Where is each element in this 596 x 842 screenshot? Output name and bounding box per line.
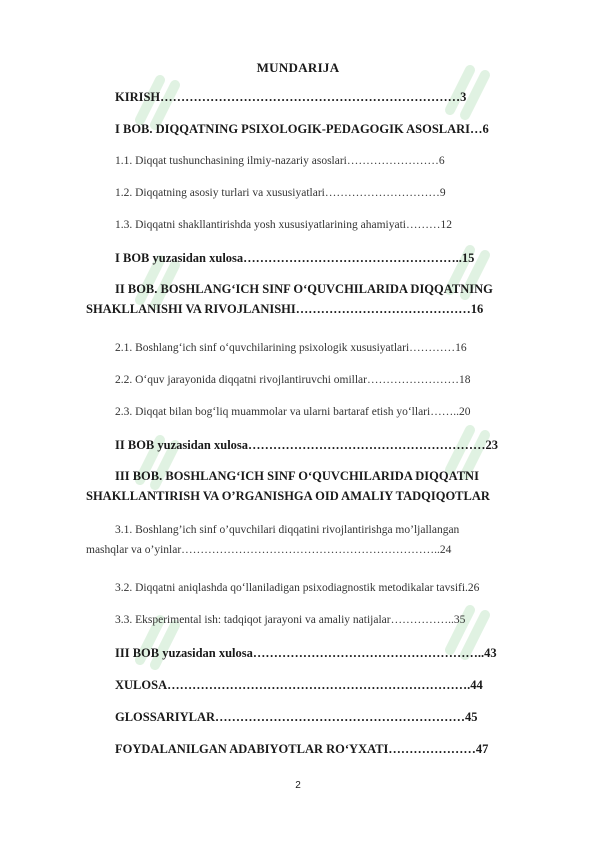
toc-entry-glossariylar: GLOSSARIYLAR……………………………………………………45 (115, 710, 478, 724)
toc-entry-2-1: 2.1. Boshlang‘ich sinf o‘quvchilarining psixologik xususiyatlari…………16 (115, 342, 467, 354)
toc-entry-chapter-3-line1: III BOB. BOSHLANG‘ICH SINF O‘QUVCHILARIDA DIQQATNI (115, 469, 479, 483)
toc-entry-2-2: 2.2. O‘quv jarayonida diqqatni rivojlantiruvchi omillar……………………18 (115, 374, 471, 386)
page-title: MUNDARIJA (256, 60, 340, 75)
toc-entry-3-1-line1: 3.1. Boshlang’ich sinf o’quvchilari diqqatini rivojlantirishga mo’ljallangan (115, 524, 460, 536)
toc-entry-chapter-3 (86, 466, 556, 506)
toc-entry-3-3: 3.3. Eksperimental ish: tadqiqot jarayoni va amaliy natijalar……………..35 (115, 614, 466, 626)
toc-entry-3-1 (86, 520, 556, 560)
toc-entry-chapter-2 (86, 279, 556, 319)
toc-entry-chapter-2-line1: II BOB. BOSHLANG‘ICH SINF O‘QUVCHILARIDA DIQQATNING (115, 282, 493, 296)
toc-entry-1-1: 1.1. Diqqat tushunchasining ilmiy-nazariy asoslari……………………6 (115, 155, 445, 167)
toc-entry-kirish: KIRISH………………………………………………………………3 (115, 90, 467, 104)
toc-entry-3-2: 3.2. Diqqatni aniqlashda qo‘llaniladigan psixodiagnostik metodikalar tavsifi.26 (115, 582, 480, 594)
toc-entry-chapter-2-summary: II BOB yuzasidan xulosa…………………………………………………23 (115, 438, 499, 452)
toc-entry-1-2: 1.2. Diqqatning asosiy turlari va xususiyatlari…………………………9 (115, 187, 446, 199)
toc-entry-bibliography: FOYDALANILGAN ADABIYOTLAR RO‘YXATI…………………47 (115, 742, 489, 756)
page-number: 2 (295, 780, 301, 791)
toc-entry-chapter-2-line2: SHAKLLANISHI VA RIVOJLANISHI……………………………………16 (86, 302, 484, 316)
toc-entry-1-3: 1.3. Diqqatni shakllantirishda yosh xususiyatlarining ahamiyati………12 (115, 219, 452, 231)
toc-entry-2-3: 2.3. Diqqat bilan bog‘liq muammolar va ularni bartaraf etish yo‘llari……..20 (115, 406, 471, 418)
toc-entry-3-1-line2: mashqlar va o’yinlar…………………………………………………………..24 (86, 544, 452, 556)
toc-entry-chapter-3-summary: III BOB yuzasidan xulosa………………………………………………..43 (115, 646, 497, 660)
toc-entry-chapter-1-summary: I BOB yuzasidan xulosa……………………………………………..15 (115, 251, 475, 265)
toc-entry-xulosa: XULOSA……………………………………………………………….44 (115, 678, 483, 692)
toc-entry-chapter-1: I BOB. DIQQATNING PSIXOLOGIK-PEDAGOGIK ASOSLARI…6 (115, 122, 489, 136)
toc-entry-chapter-3-line2: SHAKLLANTIRISH VA O’RGANISHGA OID AMALIY TADQIQOTLAR (86, 489, 490, 503)
